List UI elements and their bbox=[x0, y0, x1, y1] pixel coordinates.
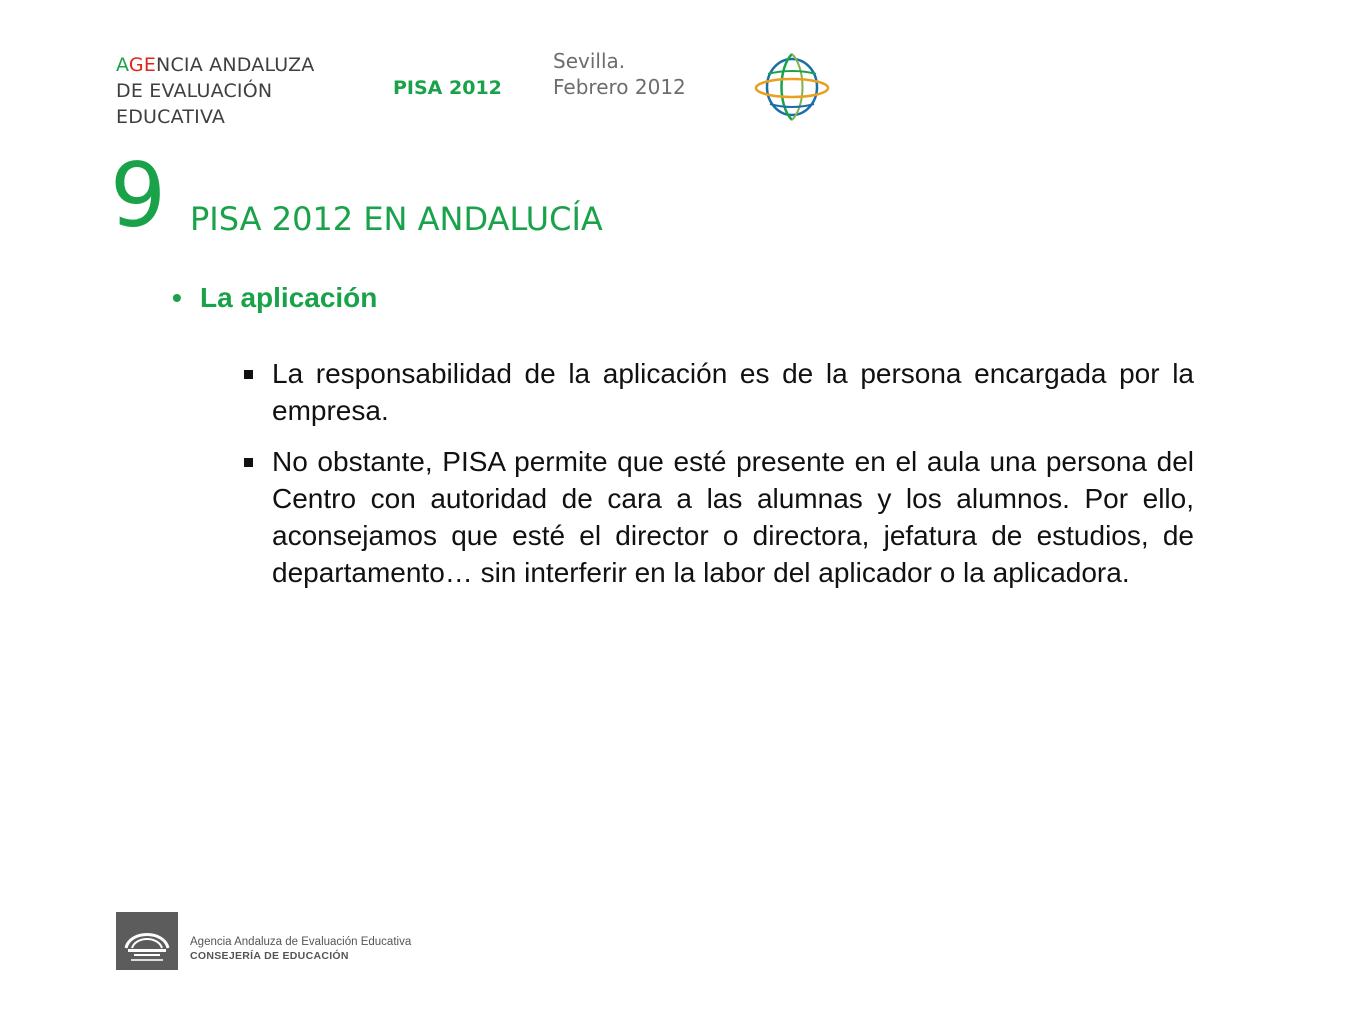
bullet-item bbox=[244, 355, 1194, 429]
globe-logo-icon bbox=[754, 50, 830, 124]
agency-name bbox=[116, 52, 314, 130]
place: Sevilla. bbox=[553, 49, 626, 73]
bullet-text: La responsabilidad de la aplicación es de la persona encargada por la empresa. bbox=[272, 358, 1194, 426]
bullet-text: No obstante, PISA permite que esté presente en el aula una persona del Centro con autoridad de cara a las alumnas y los alumnos. Por ello, aconsejamos que esté el director o directora, jefatura de estudios, de departamento… sin interferir en la labor del aplicador o la aplicadora. bbox=[272, 446, 1194, 588]
section-number: 9 bbox=[110, 144, 166, 247]
subheading bbox=[172, 278, 377, 318]
date: Febrero 2012 bbox=[553, 75, 686, 99]
footer-text bbox=[190, 935, 411, 963]
bullet-item bbox=[244, 443, 1194, 591]
agency-line-3: EDUCATIVA bbox=[116, 106, 226, 128]
footer-ministry: CONSEJERÍA DE EDUCACIÓN bbox=[190, 950, 349, 962]
junta-de-andalucia-emblem-icon bbox=[116, 912, 178, 970]
bullet-list bbox=[244, 355, 1194, 605]
square-bullet-icon bbox=[244, 458, 253, 467]
footer-agency: Agencia Andaluza de Evaluación Educativa bbox=[190, 936, 412, 948]
subheading-text: La aplicación bbox=[200, 282, 378, 313]
square-bullet-icon bbox=[244, 370, 253, 379]
agency-line-1: AGENCIA ANDALUZA bbox=[116, 54, 315, 76]
section-title: PISA 2012 EN ANDALUCÍA bbox=[190, 200, 603, 238]
place-date bbox=[553, 48, 686, 100]
bullet-dot-icon: • bbox=[172, 282, 182, 313]
pisa-label: PISA 2012 bbox=[393, 77, 502, 99]
agency-line-2: DE EVALUACIÓN bbox=[116, 80, 273, 102]
